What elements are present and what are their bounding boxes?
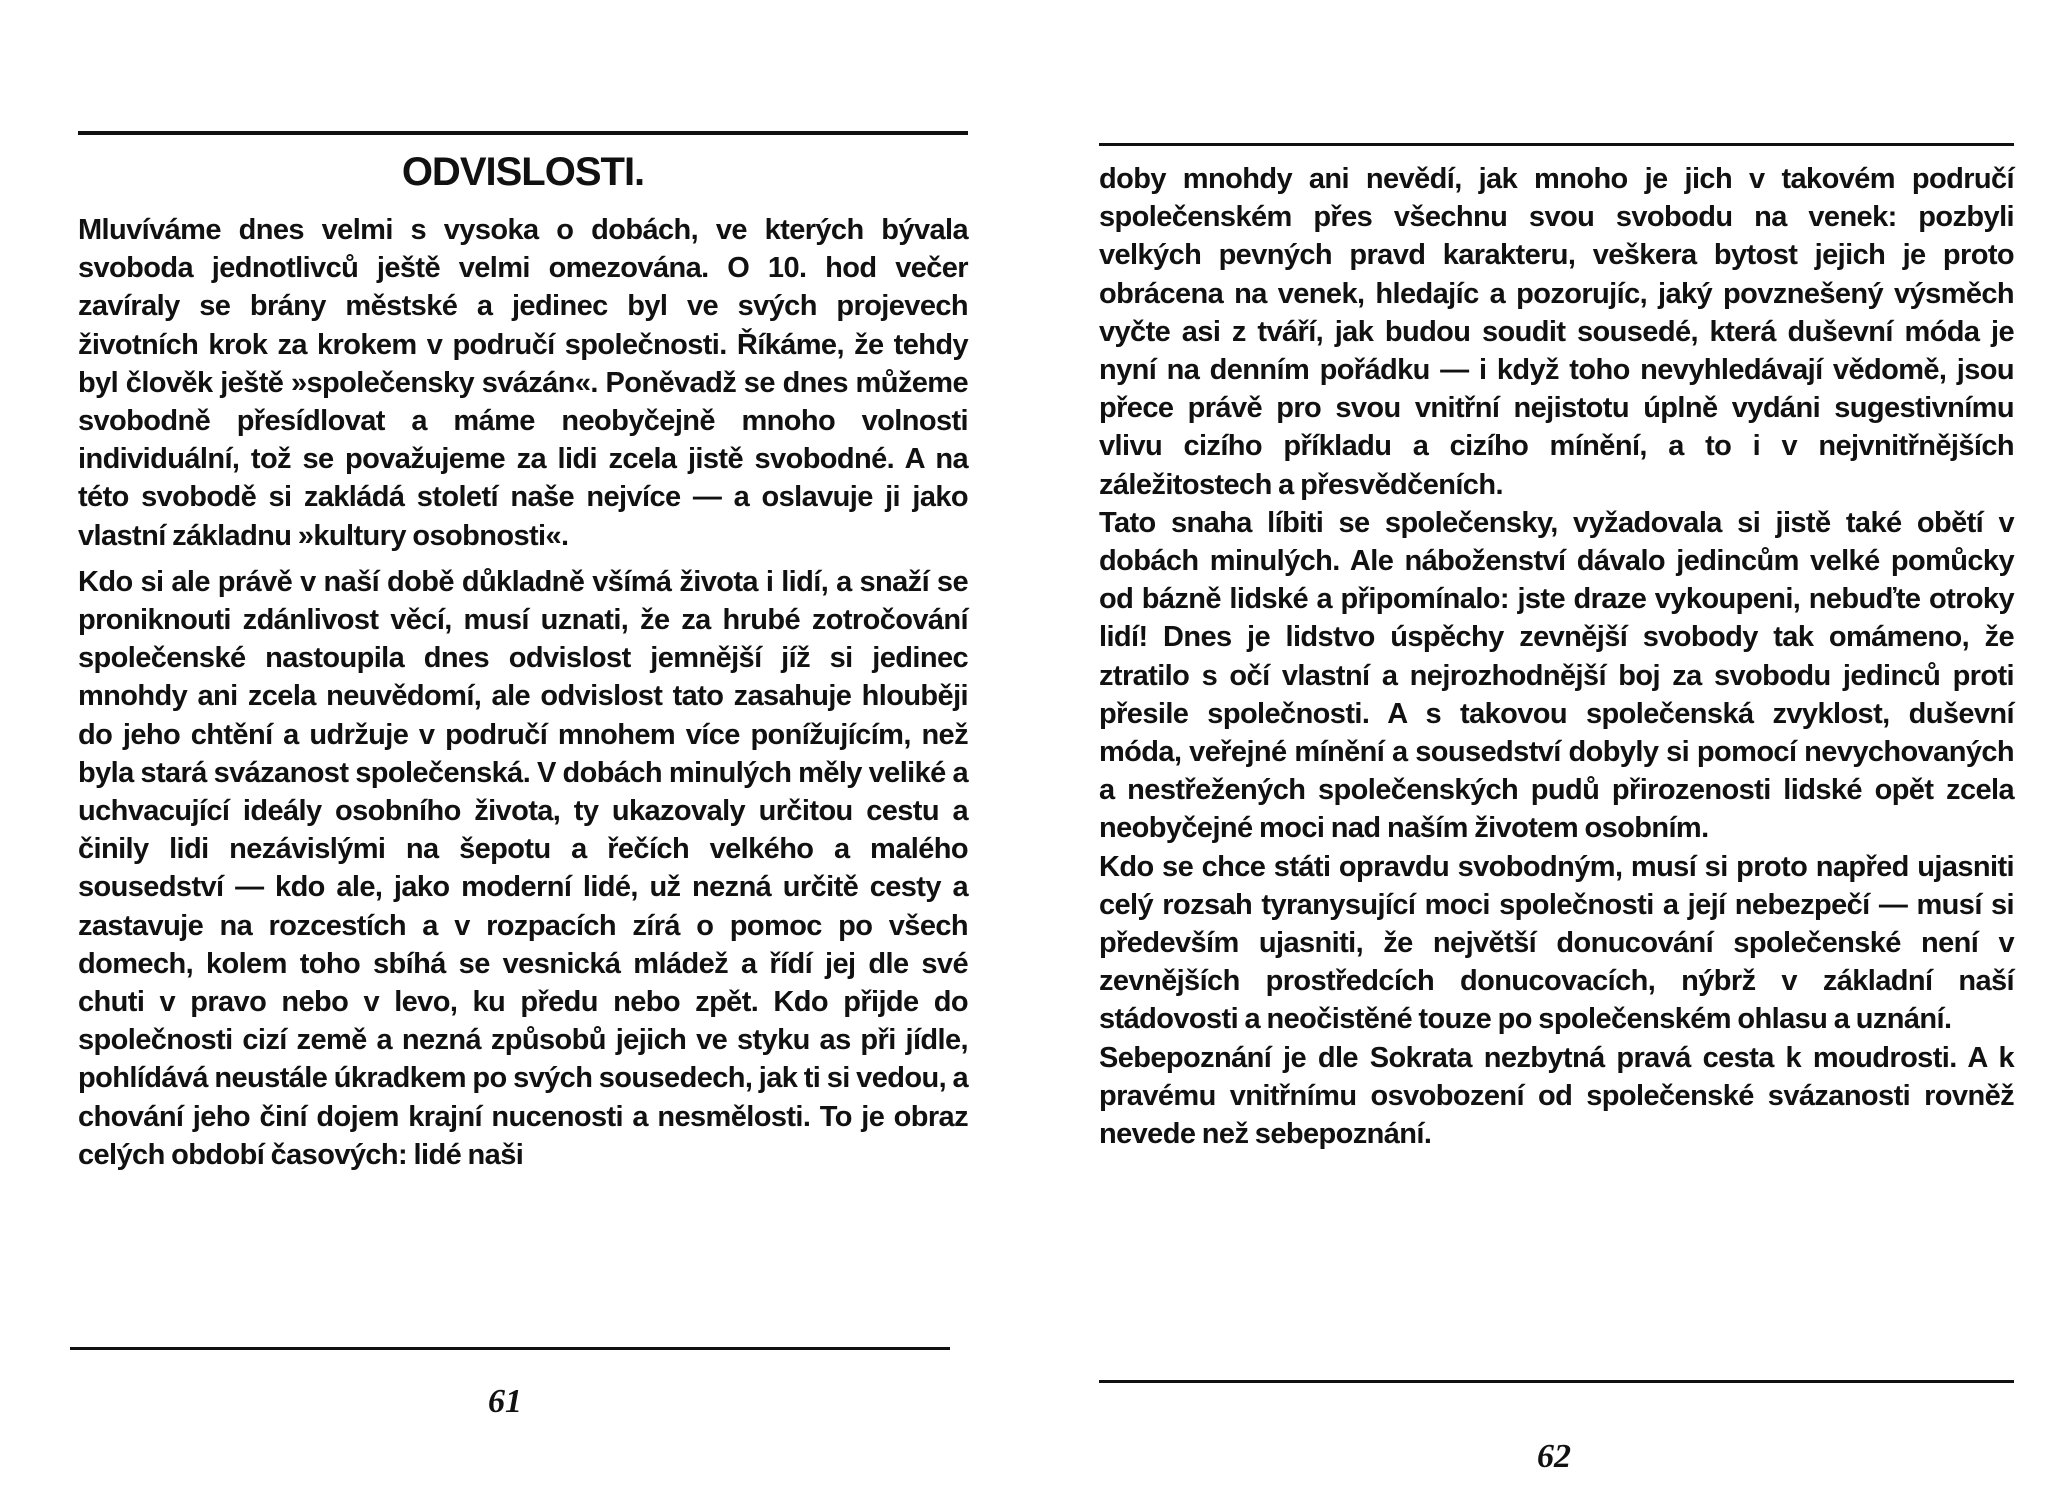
chapter-title: ODVISLOSTI. bbox=[401, 150, 645, 194]
paragraph: Kdo si ale právě v naší době důkladně všímá života i lidí, a snaží se proniknouti zdánlivost věcí, musí uznati, že za hrubé zotročování společenské nastoupila dnes odvislost jemnější jíž si jedinec mnohdy ani zcela neuvědomí, ale odvislost tato zasahuje hlouběji do jeho chtění a udržuje v područí mnohem více ponížujícím, než byla stará svázanost společenská. V dobách minulých měly veliké a uchvacující ideály osobního života, ty ukazovaly určitou cestu a činily lidi nezávislými na šepotu a řečích velkého a malého sousedství — kdo ale, jako moderní lidé, už nezná určitě cesty a zastavuje na rozcestích a v rozpacích zírá o pomoc po všech domech, kolem toho sbíhá se vesnická mládež a řídí jej dle své chuti v pravo nebo v levo, ku předu nebo zpět. Kdo přijde do společnosti cizí země a nezná způsobů jejich ve styku as při jídle, pohlídává neustále úkradkem po svých sousedech, jak ti si vedou, a chování jeho činí dojem krajní nucenosti a nesmělosti. To je obraz celých období časových: lidé naši bbox=[78, 565, 969, 1171]
paragraph: Kdo se chce státi opravdu svobodným, musí si proto napřed ujasniti celý rozsah tyranysující moci společnosti a její nebezpečí — musí si především ujasniti, že největší donucování společenské není v zevnějších prostředcích donucovacích, nýbrž v základní naší stádovosti a neočistěné touze po společenském ohlasu a uznání. bbox=[1099, 850, 2014, 1036]
right-page bbox=[1027, 0, 2054, 1500]
bottom-rule bbox=[70, 1347, 950, 1350]
paragraph: Tato snaha líbiti se společensky, vyžadovala si jistě také obětí v dobách minulých. Ale náboženství dávalo jedincům velké pomůcky od bázně lidské a připomínalo: jste draze vykoupeni, nebuďte otroky lidí! Dnes je lidstvo úspěchy zevnější svobody tak omámeno, že ztratilo s očí vlastní a nejrozhodnější boj za svobodu jedinců proti přesile společnosti. A s takovou společenská zvyklost, duševní móda, veřejné mínění a sousedství dobyly si pomocí nevychovaných a nestřežených společenských pudů přirozenosti lidské opět zcela neobyčejné moci nad naším životem osobním. bbox=[1099, 506, 2014, 845]
left-page-text bbox=[78, 211, 968, 1174]
page-number: 62 bbox=[1537, 1438, 1571, 1475]
top-rule bbox=[1099, 143, 2014, 146]
right-page-text bbox=[1099, 160, 2014, 1153]
paragraph: Mluvíváme dnes velmi s vysoka o dobách, ve kterých bývala svoboda jednotlivců ještě velmi omezována. O 10. hod večer zavíraly se brány městské a jedinec byl ve svých projevech životních krok za krokem v područí společnosti. Říkáme, že tehdy byl člověk ještě »společensky svázán«. Poněvadž se dnes můžeme svobodně přesídlovat a máme neobyčejně mnoho volnosti individuální, tož se považujeme za lidi zcela jistě svobodné. A na této svobodě si zakládá století naše nejvíce — a oslavuje ji jako vlastní základnu »kultury osobnosti«. bbox=[78, 214, 968, 552]
paragraph: Sebepoznání je dle Sokrata nezbytná pravá cesta k moudrosti. A k pravému vnitřnímu osvobození od společenské svázanosti rovněž nevede než sebepoznání. bbox=[1099, 1041, 2014, 1151]
page-number: 61 bbox=[488, 1383, 522, 1420]
top-rule bbox=[78, 131, 968, 135]
left-page bbox=[0, 0, 1010, 1500]
bottom-rule bbox=[1099, 1380, 2014, 1383]
paragraph: doby mnohdy ani nevědí, jak mnoho je jich v takovém područí společenském přes všechnu svou svobodu na venek: pozbyli velkých pevných pravd karakteru, veškera bytost jejich je proto obrácena na venek, hledajíc a pozorujíc, jaký povznešený výsměch vyčte asi z tváří, jak budou soudit sousedé, která duševní móda je nyní na denním pořádku — i když toho nevyhledávají vědomě, jsou přece právě pro svou vnitřní nejistotu úplně vydáni sugestivnímu vlivu cizího příkladu a cizího mínění, a to i v nejvnitřnějších záležitostech a přesvědčeních. bbox=[1099, 163, 2014, 501]
